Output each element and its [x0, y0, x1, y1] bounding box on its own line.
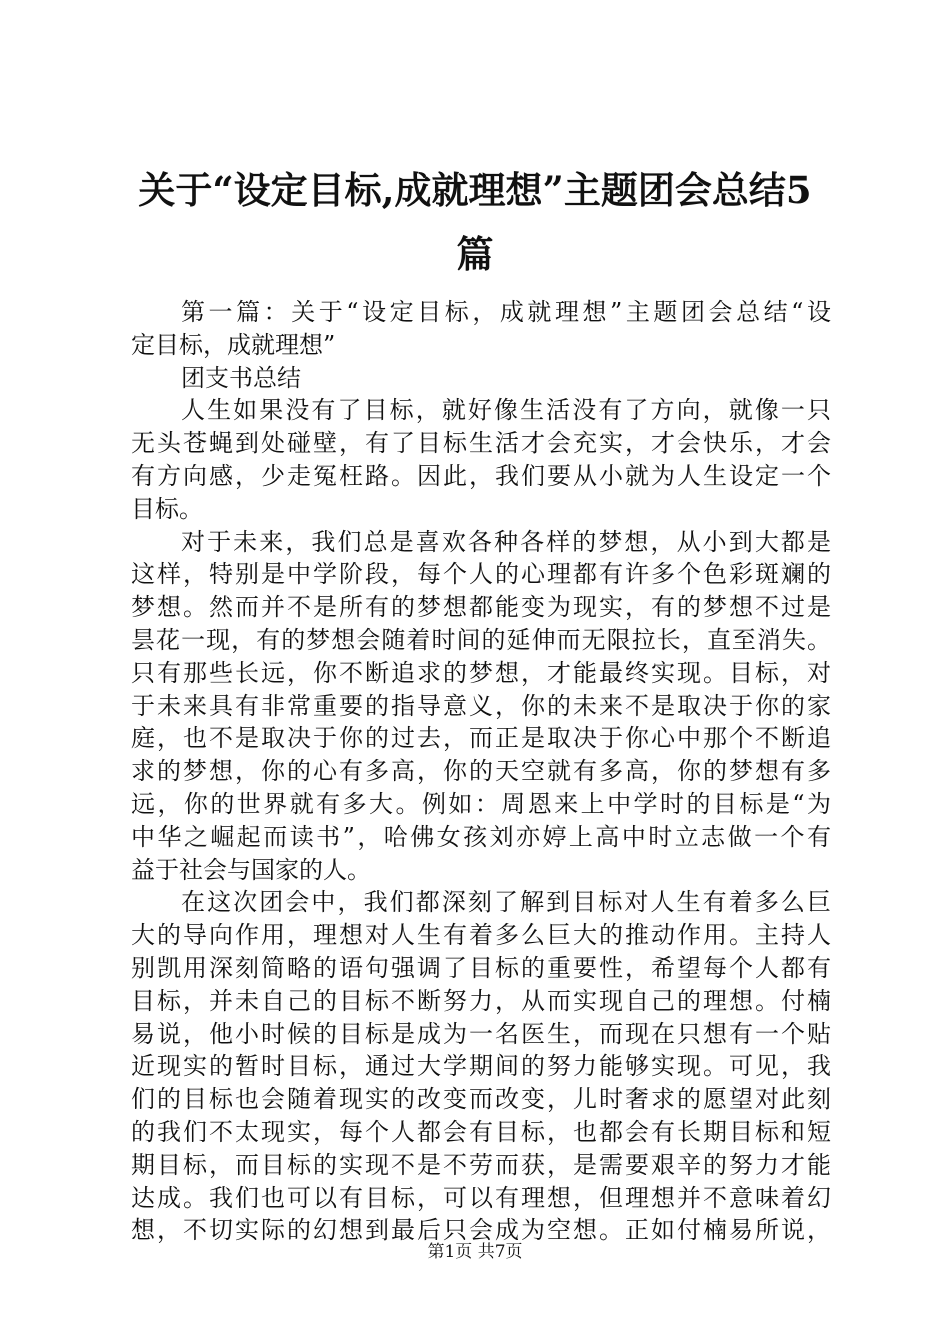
body-line: 大的导向作用，理想对人生有着多么巨大的推动作用。主持人: [131, 921, 831, 950]
body-line: 有方向感，少走冤枉路。因此，我们要从小就为人生设定一个: [131, 461, 831, 490]
body-line: 中华之崛起而读书”，哈佛女孩刘亦婷上高中时立志做一个有: [131, 822, 831, 851]
body-line: 达成。我们也可以有目标，可以有理想，但理想并不意味着幻: [131, 1183, 831, 1212]
body-line: 目标，并未自己的目标不断努力，从而实现自己的理想。付楠: [131, 986, 831, 1015]
body-line: 梦想。然而并不是所有的梦想都能变为现实，有的梦想不过是: [131, 593, 831, 622]
title-line-1: 关于“设定目标,成就理想”主题团会总结5: [138, 168, 812, 212]
body-line: 益于社会与国家的人。: [131, 855, 371, 884]
document-title: [120, 158, 830, 286]
body-line: 易说，他小时候的目标是成为一名医生，而现在只想有一个贴: [131, 1019, 831, 1048]
body-line: 庭，也不是取决于你的过去，而正是取决于你心中那个不断追: [131, 724, 831, 753]
body-line: 近现实的暂时目标，通过大学期间的努力能够实现。可见，我: [131, 1052, 831, 1081]
body-line: 定目标，成就理想”: [131, 330, 336, 359]
body-line: 目标。: [131, 494, 203, 523]
body-line: 们的目标也会随着现实的改变而改变，儿时奢求的愿望对此刻: [131, 1085, 831, 1114]
page-footer: 第1页 共7页: [427, 1242, 523, 1262]
body-line: 这样，特别是中学阶段，每个人的心理都有许多个色彩斑斓的: [131, 560, 831, 589]
body-line: 团支书总结: [181, 363, 301, 392]
body-line: 想，不切实际的幻想到最后只会成为空想。正如付楠易所说，: [131, 1216, 831, 1245]
body-line: 人生如果没有了目标，就好像生活没有了方向，就像一只: [181, 396, 831, 425]
body-line: 远，你的世界就有多大。例如：周恩来上中学时的目标是“为: [131, 789, 831, 818]
body-line: 在这次团会中，我们都深刻了解到目标对人生有着多么巨: [181, 888, 831, 917]
document-body: [131, 296, 831, 1247]
body-line: 求的梦想，你的心有多高，你的天空就有多高，你的梦想有多: [131, 757, 831, 786]
body-line: 昙花一现，有的梦想会随着时间的延伸而无限拉长，直至消失。: [131, 625, 831, 654]
body-line: 对于未来，我们总是喜欢各种各样的梦想，从小到大都是: [181, 527, 831, 556]
body-line: 的我们不太现实，每个人都会有目标，也都会有长期目标和短: [131, 1117, 831, 1146]
body-line: 期目标，而目标的实现不是不劳而获，是需要艰辛的努力才能: [131, 1150, 831, 1179]
body-line: 第一篇：关于“设定目标，成就理想”主题团会总结“设: [181, 298, 831, 326]
body-line: 无头苍蝇到处碰壁，有了目标生活才会充实，才会快乐，才会: [131, 429, 831, 458]
body-line: 只有那些长远，你不断追求的梦想，才能最终实现。目标，对: [131, 658, 831, 687]
title-line-2: 篇: [456, 232, 494, 276]
body-line: 于未来具有非常重要的指导意义，你的未来不是取决于你的家: [131, 691, 831, 720]
body-line: 别凯用深刻简略的语句强调了目标的重要性，希望每个人都有: [131, 953, 831, 982]
